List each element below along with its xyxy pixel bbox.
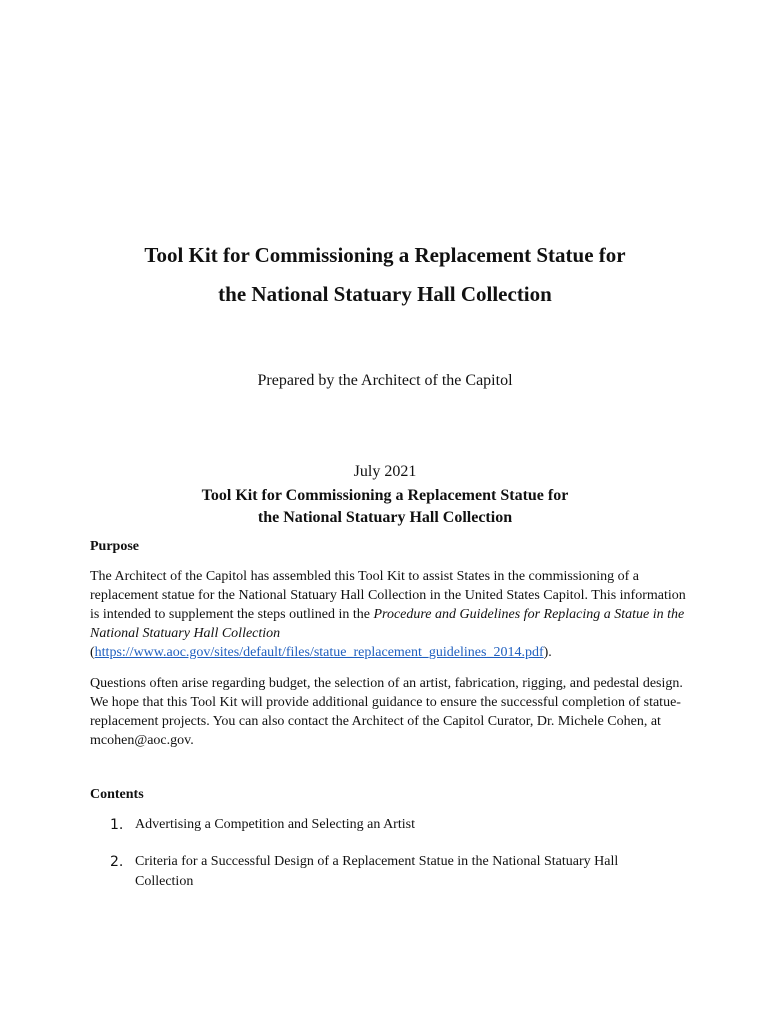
document-title bbox=[0, 485, 770, 529]
contents-item-number: 1. bbox=[110, 817, 124, 833]
publication-date: July 2021 bbox=[353, 463, 417, 480]
guidelines-link[interactable]: https://www.aoc.gov/sites/default/files/statue_replacement_guidelines_2014.pdf bbox=[94, 645, 544, 660]
purpose-heading: Purpose bbox=[90, 539, 139, 554]
close-paren: ). bbox=[543, 645, 552, 660]
contents-item-2 bbox=[110, 852, 670, 892]
contents-item-1 bbox=[110, 815, 670, 835]
document-title-line-1: Tool Kit for Commissioning a Replacement Statue for bbox=[201, 487, 569, 504]
open-paren: ( bbox=[90, 645, 95, 660]
cover-title bbox=[0, 236, 770, 314]
contents-item-text: Advertising a Competition and Selecting an Artist bbox=[135, 817, 415, 832]
purpose-paragraph-1 bbox=[90, 567, 690, 662]
purpose-paragraph-2: Questions often arise regarding budget, the selection of an artist, fabrication, rigging, and pedestal design. We hope that this Tool Kit will provide additional guidance to ensure the successful completion of statue-replacement projects. You can also contact the Architect of the Capitol Curator, Dr. Michele Cohen, at mcohen@aoc.gov. bbox=[90, 676, 683, 748]
contents-item-text: Criteria for a Successful Design of a Replacement Statue in the National Statuary Hall Collection bbox=[135, 854, 619, 889]
cover-title-line-1: Tool Kit for Commissioning a Replacement Statue for bbox=[144, 243, 626, 267]
prepared-by: Prepared by the Architect of the Capitol bbox=[257, 372, 513, 389]
contents-item-number: 2. bbox=[110, 854, 124, 870]
guidelines-title: Procedure and Guidelines for Replacing a Statue in the National Statuary Hall Collection bbox=[90, 607, 685, 641]
purpose-paragraph-1-text: The Architect of the Capitol has assembled this Tool Kit to assist States in the commissioning of a replacement statue for the National Statuary Hall Collection in the United States Capitol. This information is intended to supplement the steps outlined in the bbox=[90, 569, 686, 622]
contents-heading: Contents bbox=[90, 787, 144, 802]
document-title-line-2: the National Statuary Hall Collection bbox=[257, 509, 513, 526]
cover-title-line-2: the National Statuary Hall Collection bbox=[218, 282, 552, 306]
